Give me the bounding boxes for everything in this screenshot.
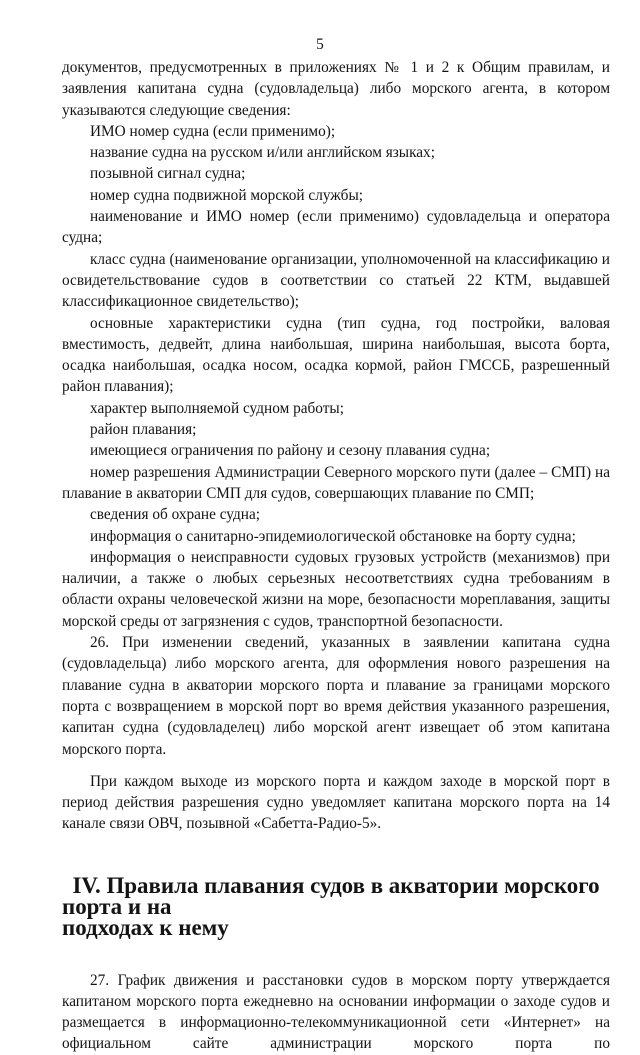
list-item-owner-operator: наименование и ИМО номер (если применимо) судовладельца и оператора судна;: [62, 208, 610, 247]
list-item-imo-number: ИМО номер судна (если применимо);: [90, 122, 336, 140]
list-item-main-characteristics: основные характеристики судна (тип судна, год постройки, валовая вместимость, дедвейт, длина наибольшая, ширина наибольшая, высота борта, осадка наибольшая, осадка носом, осадка кормой, район ГМССБ, разрешенный район плавания);: [62, 314, 610, 396]
list-item-vessel-class: класс судна (наименование организации, уполномоченной на классификацию и освидетельствование судов в соответствии со статьей 22 КТМ, выдавшей классификационное свидетельство);: [62, 250, 610, 311]
paragraph-intro: документов, предусмотренных в приложениях № 1 и 2 к Общим правилам, и заявления капитана судна (судовладельца) либо морского агента, в котором указываются следующие сведения:: [62, 59, 610, 119]
list-item-restrictions: имеющиеся ограничения по району и сезону плавания судна;: [90, 442, 491, 460]
paragraph-26: 26. При изменении сведений, указанных в заявлении капитана судна (судовладельца) либо морского агента, для оформления нового разрешения на плавание судна в акватории морского порта и плавание за границами морского порта с возвращением в морской порт во время действия указанного разрешения, капитан судна (судовладелец) либо морской агент извещает об этом капитана морского порта.: [62, 634, 610, 758]
list-item-call-sign: позывной сигнал судна;: [90, 165, 246, 183]
list-item-malfunction-info: информация о неисправности судовых грузовых устройств (механизмов) при наличии, а также о любых серьезных несоответствиях судна требованиям в области охраны человеческой жизни на море, безопасности мореплавания, защиты морской среды от загрязнения с судов, транспортной безопасности.: [62, 548, 610, 630]
section-heading: [62, 872, 610, 941]
document-body: [62, 57, 610, 1055]
section-heading-line-2: подходах к нему: [62, 915, 229, 941]
list-item-nsr-permit: номер разрешения Администрации Северного морского пути (далее – СМП) на плавание в акватории СМП для судов, совершающих плавание по СМП;: [62, 463, 610, 502]
paragraph-departure-notice: При каждом выходе из морского порта и каждом заходе в морской порт в период действия разрешения судно уведомляет капитана морского порта на 14 канале связи ОВЧ, позывной «Сабетта-Радио-5».: [62, 772, 610, 833]
list-item-work-type: характер выполняемой судном работы;: [90, 399, 344, 417]
list-item-security-info: сведения об охране судна;: [90, 506, 261, 524]
section-heading-line-1: IV. Правила плавания судов в акватории морского порта и на: [62, 872, 600, 919]
list-item-sanitary-info: информация о санитарно-эпидемиологической обстановке на борту судна;: [90, 527, 576, 545]
list-item-vessel-name: название судна на русском и/или английском языках;: [90, 144, 435, 162]
page-number: 5: [316, 36, 324, 53]
list-item-mobile-service-number: номер судна подвижной морской службы;: [90, 186, 363, 204]
paragraph-27: 27. График движения и расстановки судов в морском порту утверждается капитаном морского порта ежедневно на основании информации о заходе судов и размещается в информационно-телекоммуникационной сети «Интернет» на официальном сайте администрации морского порта по: [62, 971, 610, 1053]
list-item-navigation-area: район плавания;: [90, 421, 197, 439]
